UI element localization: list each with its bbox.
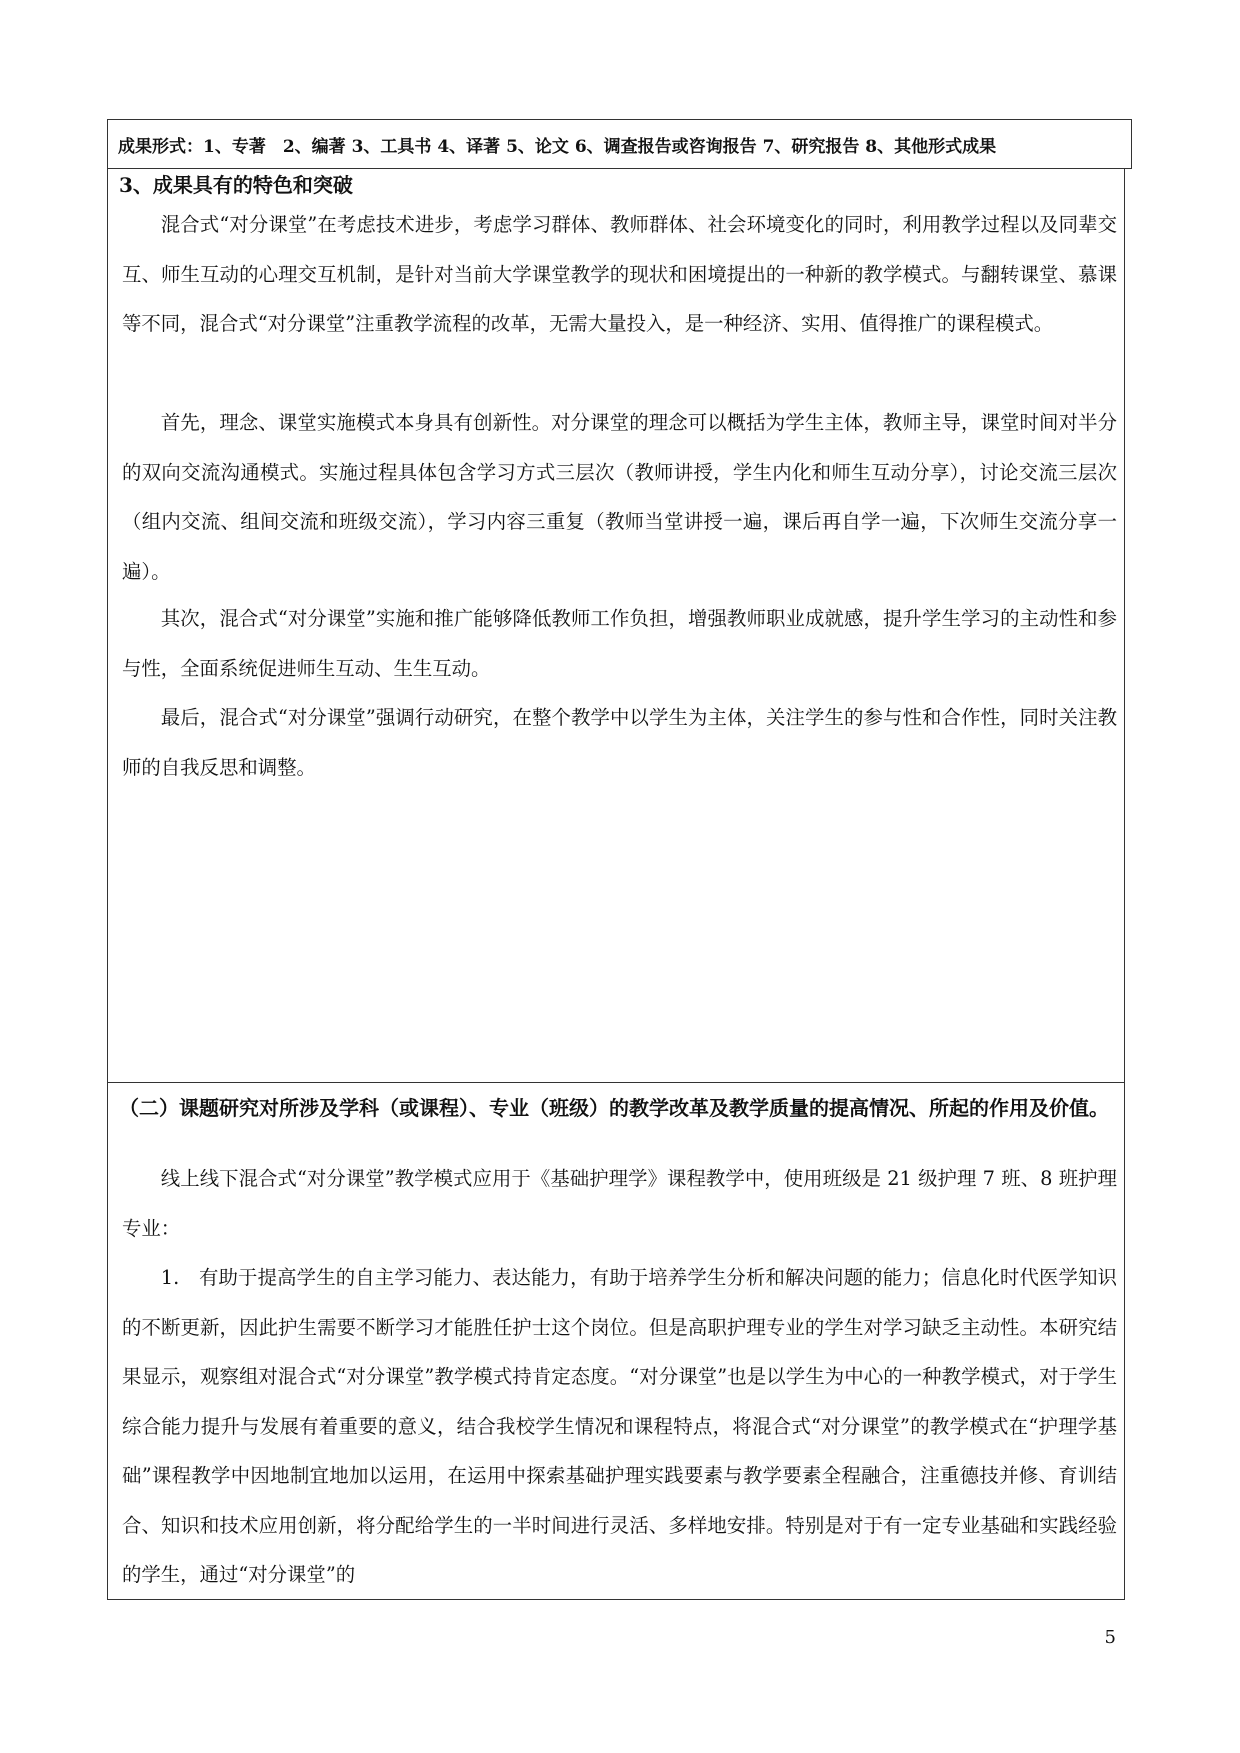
section3-paragraph-2: 首先，理念、课堂实施模式本身具有创新性。对分课堂的理念可以概括为学生主体，教师主导，课堂时间对半分的双向交流沟通模式。实施过程具体包含学习方式三层次（教师讲授，学生内化和师生互动分享），讨论交流三层次（组内交流、组间交流和班级交流），学习内容三重复（教师当堂讲授一遍，课后再自学一遍，下次师生交流分享一遍）。 [122,411,1117,583]
page-number: 5 [1104,1627,1116,1648]
section3-paragraph-4: 最后，混合式“对分课堂”强调行动研究，在整个教学中以学生为主体，关注学生的参与性和合作性，同时关注教师的自我反思和调整。 [122,706,1117,779]
section2-heading: （二）课题研究对所涉及学科（或课程）、专业（班级）的教学改革及教学质量的提高情况、所起的作用及价值。 [119,1096,1109,1120]
section3-heading: 3、成果具有的特色和突破 [119,173,353,197]
section3-paragraph-3: 其次，混合式“对分课堂”实施和推广能够降低教师工作负担，增强教师职业成就感，提升学生学习的主动性和参与性，全面系统促进师生互动、生生互动。 [122,607,1117,680]
section2-paragraph-1: 线上线下混合式“对分课堂”教学模式应用于《基础护理学》课程教学中，使用班级是 21 级护理 7 班、8 班护理专业： [122,1167,1117,1240]
section3-paragraph-1: 混合式“对分课堂”在考虑技术进步，考虑学习群体、教师群体、社会环境变化的同时，利用教学过程以及同辈交互、师生互动的心理交互机制，是针对当前大学课堂教学的现状和困境提出的一种新的教学模式。与翻转课堂、慕课等不同，混合式“对分课堂”注重教学流程的改革，无需大量投入，是一种经济、实用、值得推广的课程模式。 [122,213,1117,335]
section2-paragraph-2: 1. 有助于提高学生的自主学习能力、表达能力，有助于培养学生分析和解决问题的能力；信息化时代医学知识的不断更新，因此护生需要不断学习才能胜任护士这个岗位。但是高职护理专业的学生对学习缺乏主动性。本研究结果显示，观察组对混合式“对分课堂”教学模式持肯定态度。“对分课堂”也是以学生为中心的一种教学模式，对于学生综合能力提升与发展有着重要的意义，结合我校学生情况和课程特点，将混合式“对分课堂”的教学模式在“护理学基础”课程教学中因地制宜地加以运用，在运用中探索基础护理实践要素与教学要素全程融合，注重德技并修、育训结合、知识和技术应用创新，将分配给学生的一半时间进行灵活、多样地安排。特别是对于有一定专业基础和实践经验的学生，通过“对分课堂”的 [122,1266,1117,1586]
result-forms-text: 成果形式：1、专著 2、编著 3、工具书 4、译著 5、论文 6、调查报告或咨询报告 7、研究报告 8、其他形式成果 [118,137,997,157]
